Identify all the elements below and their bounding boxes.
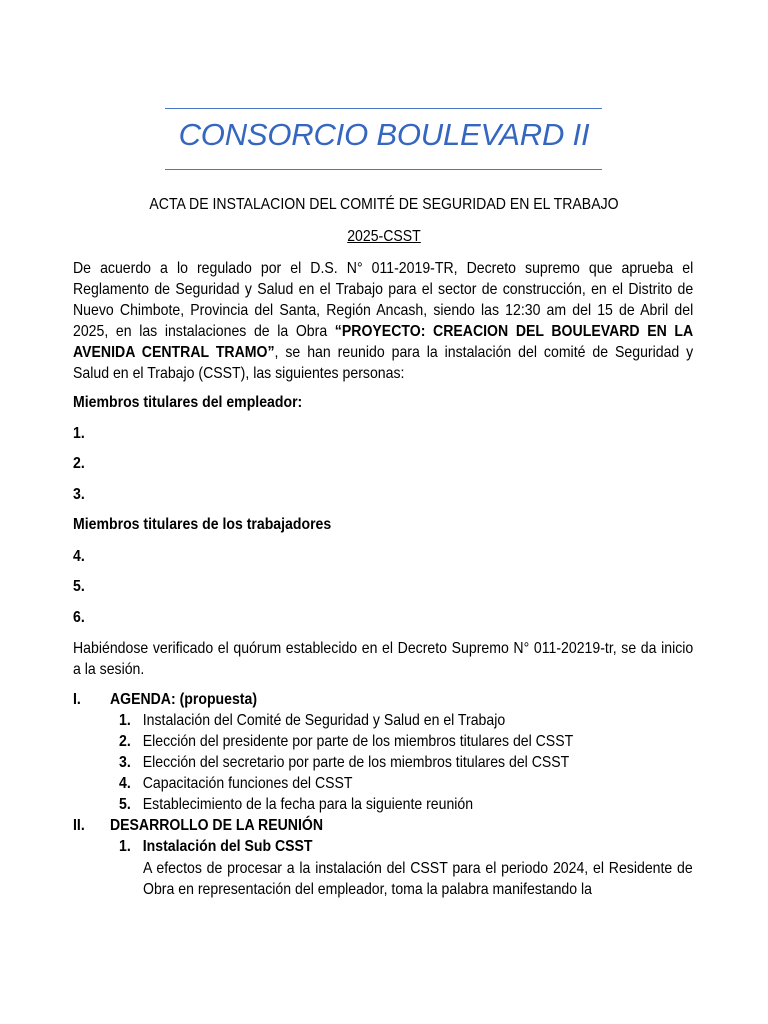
document-subtitle: ACTA DE INSTALACION DEL COMITÉ DE SEGURIDAD EN EL TRABAJO <box>149 196 619 213</box>
item-text: Establecimiento de la fecha para la siguiente reunión <box>142 796 474 813</box>
document-code: 2025-CSST <box>347 228 421 245</box>
member-number: 3. <box>73 486 85 503</box>
intro-text-after: , se han reunido para la instalación del comité de Seguridad y Salud en el Trabajo (CSST), las siguientes personas: <box>73 344 694 382</box>
agenda-item <box>119 733 573 751</box>
agenda-item <box>119 796 473 814</box>
section-title: AGENDA: (propuesta) <box>109 691 258 708</box>
intro-paragraph <box>73 258 693 384</box>
agenda-heading <box>73 691 257 709</box>
development-heading <box>73 817 323 835</box>
development-subheading <box>119 838 313 856</box>
member-number: 1. <box>73 425 85 442</box>
member-number: 5. <box>73 578 85 595</box>
member-number: 2. <box>73 455 85 472</box>
section-title: DESARROLLO DE LA REUNIÓN <box>109 817 323 834</box>
title-rule-top <box>165 108 602 109</box>
title-rule-bottom <box>165 169 602 170</box>
member-number: 4. <box>73 548 85 565</box>
section-number: II. <box>73 817 85 834</box>
development-paragraph: A efectos de procesar a la instalación del CSST para el periodo 2024, el Residente de Obra en representación del empleador, toma la palabra manifestando la <box>143 860 693 898</box>
agenda-item <box>119 775 353 793</box>
item-text: Instalación del Comité de Seguridad y Salud en el Trabajo <box>142 712 506 729</box>
item-number: 4. <box>119 775 131 792</box>
section-number: I. <box>73 691 81 708</box>
agenda-item <box>119 712 505 730</box>
member-number: 6. <box>73 609 85 626</box>
quorum-paragraph: Habiéndose verificado el quórum establecido en el Decreto Supremo N° 011-20219-tr, se da inicio a la sesión. <box>73 640 694 678</box>
worker-members-heading: Miembros titulares de los trabajadores <box>73 516 332 533</box>
item-number: 3. <box>119 754 131 771</box>
project-name: “PROYECTO: CREACION DEL BOULEVARD EN LA AVENIDA CENTRAL TRAMO” <box>73 323 694 361</box>
company-title: CONSORCIO BOULEVARD II <box>178 117 590 152</box>
item-number: 1. <box>119 838 131 855</box>
item-title: Instalación del Sub CSST <box>142 838 313 855</box>
item-text: Elección del presidente por parte de los miembros titulares del CSST <box>142 733 574 750</box>
agenda-item <box>119 754 569 772</box>
item-number: 1. <box>119 712 131 729</box>
item-text: Capacitación funciones del CSST <box>142 775 353 792</box>
employer-members-heading: Miembros titulares del empleador: <box>73 394 303 411</box>
item-text: Elección del secretario por parte de los miembros titulares del CSST <box>142 754 570 771</box>
intro-text-before: De acuerdo a lo regulado por el D.S. N° 011-2019-TR, Decreto supremo que aprueba el Reglamento de Seguridad y Salud en el Trabajo para el sector de construcción, en el Distrito de Nuevo Chimbote, Provincia del Santa, Región Ancash, siendo las 12:30 am del 15 de Abril del 2025, en las instalaciones de la Obra <box>73 260 694 340</box>
item-number: 2. <box>119 733 131 750</box>
item-number: 5. <box>119 796 131 813</box>
